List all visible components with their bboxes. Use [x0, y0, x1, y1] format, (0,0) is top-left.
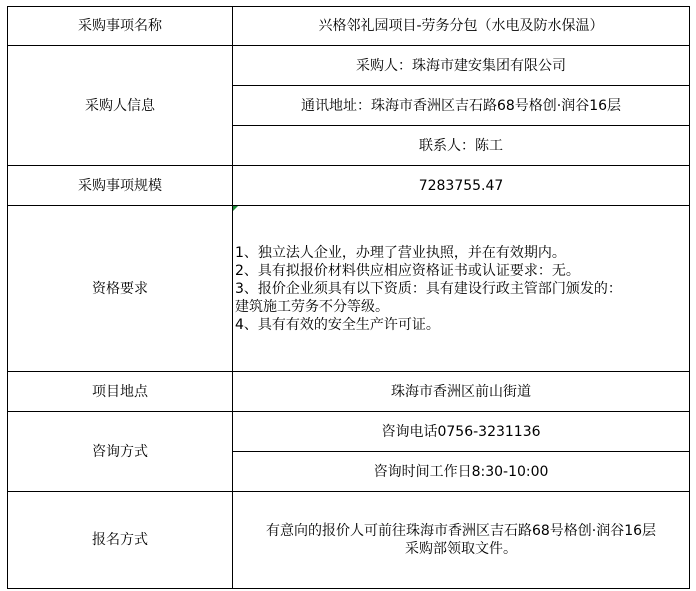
- scale-value: 7283755.47: [233, 166, 690, 206]
- consult-phone-value: 咨询电话0756-3231136: [233, 412, 690, 452]
- qualification-line: 3、报价企业须具有以下资质：具有建设行政主管部门颁发的：: [235, 280, 622, 297]
- table-row-purchaser-name: [8, 46, 690, 86]
- project-name-value: 兴格邻礼园项目-劳务分包（水电及防水保温）: [233, 7, 690, 46]
- scale-label: 采购事项规模: [8, 166, 233, 206]
- table-row-qualification: [8, 206, 690, 372]
- registration-value: [233, 492, 690, 589]
- table-row-project-name: [8, 7, 690, 46]
- registration-line: 有意向的报价人可前往珠海市香洲区吉石路68号格创·润谷16层: [265, 523, 657, 539]
- procurement-info-table: [7, 6, 690, 589]
- qualification-line: 建筑施工劳务不分等级。: [235, 298, 389, 315]
- qualification-line: 4、具有有效的安全生产许可证。: [235, 316, 440, 333]
- purchaser-name-value: 采购人：珠海市建安集团有限公司: [233, 46, 690, 86]
- location-label: 项目地点: [8, 372, 233, 412]
- table-row-registration: [8, 492, 690, 589]
- qualification-line: 1、独立法人企业，办理了营业执照，并在有效期内。: [235, 244, 566, 261]
- registration-line: 采购部领取文件。: [405, 541, 517, 557]
- location-value: 珠海市香洲区前山街道: [233, 372, 690, 412]
- table-row-location: [8, 372, 690, 412]
- qualification-line: 2、具有拟报价材料供应相应资格证书或认证要求：无。: [235, 262, 580, 279]
- registration-label: 报名方式: [8, 492, 233, 589]
- purchaser-address-value: 通讯地址：珠海市香洲区吉石路68号格创·润谷16层: [233, 86, 690, 126]
- consult-hours-value: 咨询时间工作日8:30-10:00: [233, 452, 690, 492]
- cell-comment-marker: [233, 206, 238, 211]
- consult-label: 咨询方式: [8, 412, 233, 492]
- table-row-scale: [8, 166, 690, 206]
- purchaser-info-label: 采购人信息: [8, 46, 233, 166]
- qualification-value: [233, 206, 690, 372]
- table-row-consult-phone: [8, 412, 690, 452]
- purchaser-contact-value: 联系人：陈工: [233, 126, 690, 166]
- project-name-label: 采购事项名称: [8, 7, 233, 46]
- qualification-label: 资格要求: [8, 206, 233, 372]
